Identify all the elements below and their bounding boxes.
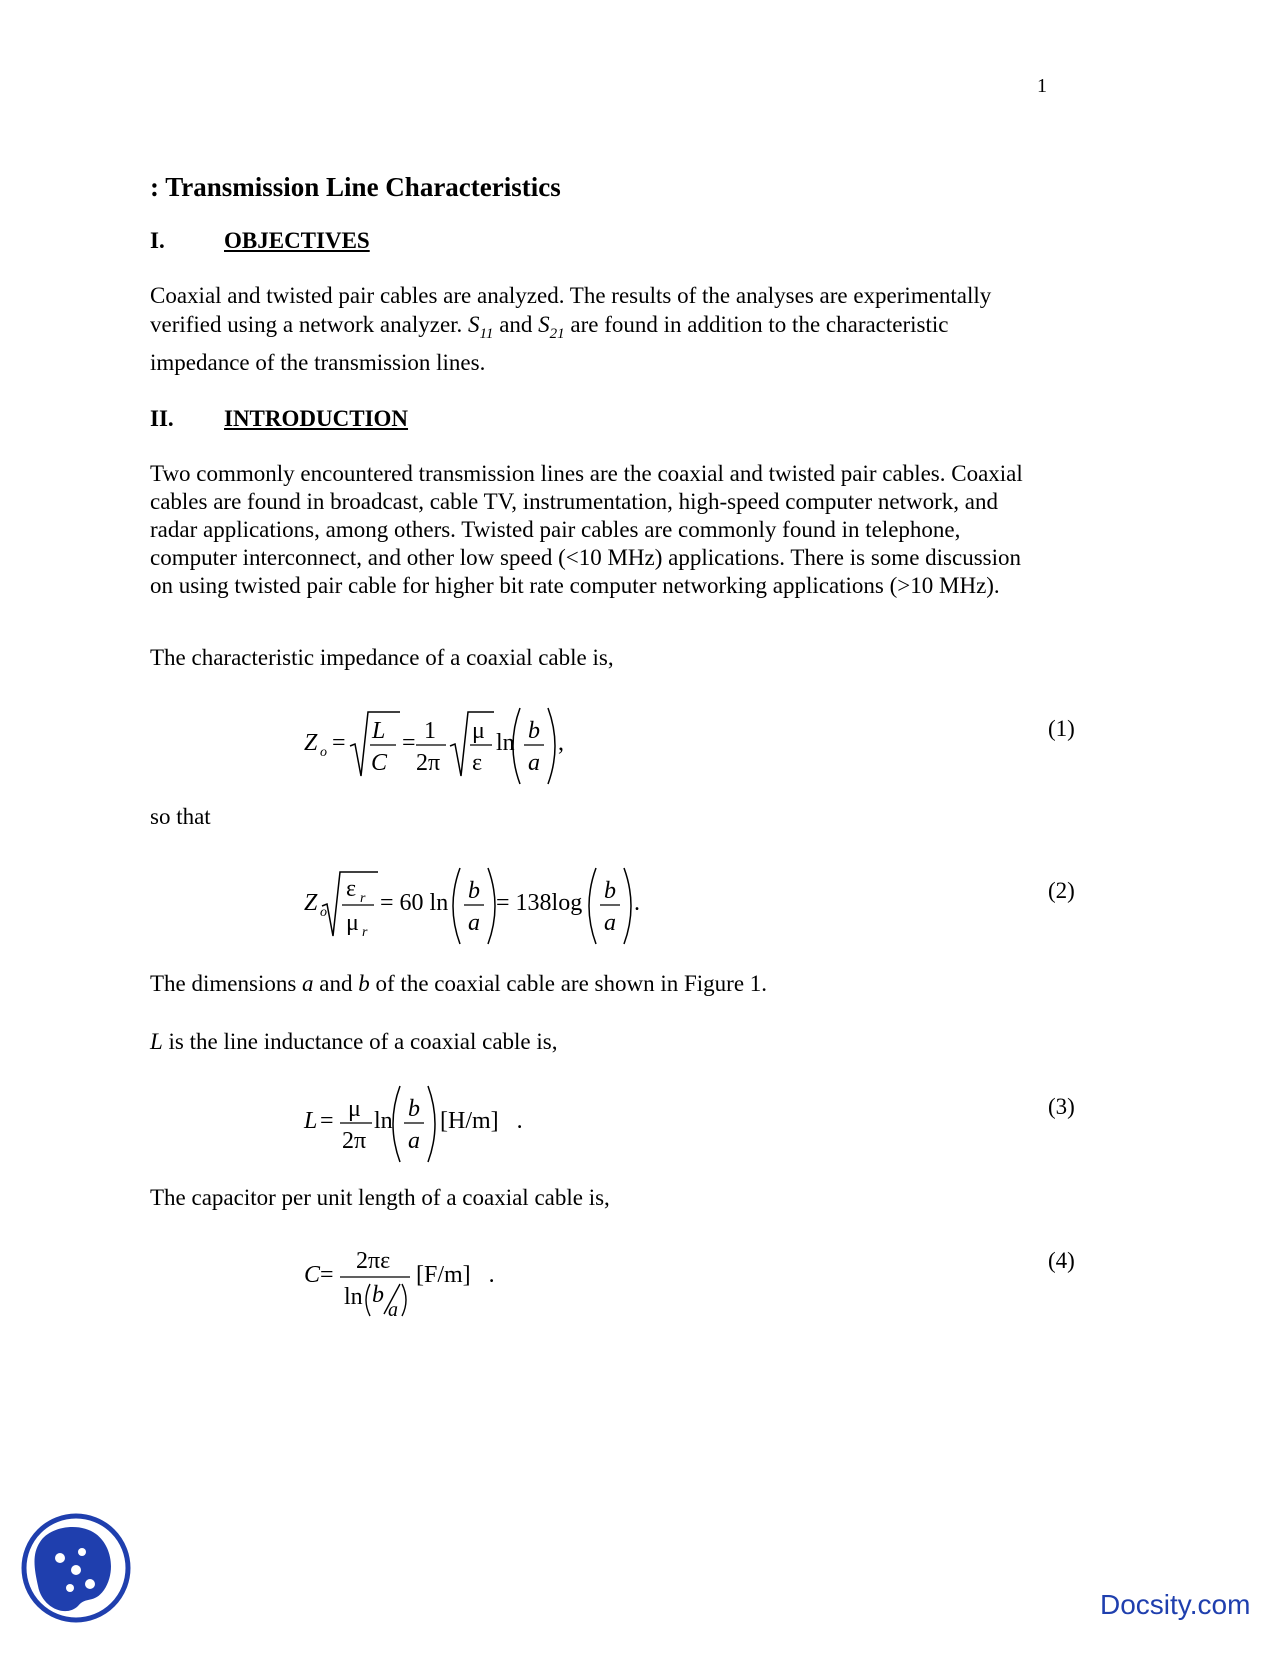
eq-symbol: μ xyxy=(348,1096,361,1122)
right-paren xyxy=(488,868,495,944)
var-L: L xyxy=(150,1029,163,1054)
eq-symbol: 2π xyxy=(342,1128,367,1154)
inductance-text-part: is the line inductance of a coaxial cable is, xyxy=(162,1029,558,1054)
introduction-line: Two commonly encountered transmission lines are the coaxial and twisted pair cables. Coaxial xyxy=(150,461,1023,486)
eq-symbol: 2π xyxy=(416,750,441,776)
s21-symbol: S xyxy=(538,312,550,337)
right-paren xyxy=(428,1086,435,1162)
section-number: I. xyxy=(150,228,165,253)
introduction-line: cables are found in broadcast, cable TV, instrumentation, high-speed computer network, and xyxy=(150,489,998,514)
equation-number: (3) xyxy=(1048,1094,1075,1119)
s11-subscript: 11 xyxy=(479,326,494,342)
eq-symbol: ε xyxy=(346,876,357,902)
introduction-line: radar applications, among others. Twisted pair cables are commonly found in telephone, xyxy=(150,517,961,542)
eq-punctuation: . xyxy=(634,890,640,916)
eq-symbol: b xyxy=(604,878,616,904)
so-that-text: so that xyxy=(150,804,211,829)
section-title: INTRODUCTION xyxy=(224,406,409,431)
eq-symbol: b xyxy=(372,1282,384,1308)
eq-symbol: C xyxy=(304,1262,321,1288)
eq-operator: = xyxy=(332,730,346,756)
document-title: : Transmission Line Characteristics xyxy=(150,172,561,202)
s11-symbol: S xyxy=(468,312,480,337)
objectives-line-1: Coaxial and twisted pair cables are analyzed. The results of the analyses are experimentally xyxy=(150,283,992,308)
section-title: OBJECTIVES xyxy=(224,228,370,253)
left-paren xyxy=(453,868,460,944)
eq-symbol: μ xyxy=(472,718,485,744)
equation-2 xyxy=(300,860,660,953)
char-impedance-text: The characteristic impedance of a coaxial cable is, xyxy=(150,645,614,670)
s21-subscript: 21 xyxy=(549,326,565,342)
right-paren xyxy=(402,1284,406,1316)
eq-subscript: o xyxy=(320,905,327,920)
section-heading-objectives xyxy=(150,228,370,254)
eq-symbol: L xyxy=(372,718,386,744)
eq-subscript: r xyxy=(360,891,366,906)
eq-symbol: a xyxy=(528,750,540,776)
objectives-text: are found in addition to the characteristic xyxy=(564,312,949,337)
eq-subscript: o xyxy=(320,745,327,760)
section-number: II. xyxy=(150,406,174,431)
right-paren xyxy=(548,708,555,784)
equation-3 xyxy=(300,1078,560,1171)
eq-expression: = 138log xyxy=(496,890,583,916)
eq-symbol: a xyxy=(468,910,480,936)
left-paren xyxy=(366,1284,370,1316)
objectives-paragraph xyxy=(150,282,1080,377)
left-paren xyxy=(393,1086,400,1162)
dimensions-text xyxy=(150,970,1080,998)
inductance-text xyxy=(150,1028,1080,1056)
docsity-logo-icon xyxy=(20,1512,132,1624)
dimensions-text-part: and xyxy=(313,971,359,996)
eq-number-literal: 1 xyxy=(424,718,436,744)
eq-function: ln xyxy=(496,730,515,756)
objectives-line-3: impedance of the transmission lines. xyxy=(150,350,486,375)
eq-function: ln xyxy=(344,1284,363,1310)
eq-operator: = xyxy=(402,730,416,756)
brand-watermark[interactable]: Docsity.com xyxy=(1100,1589,1251,1620)
introduction-line: on using twisted pair cable for higher bit rate computer networking applications (>10 MHz). xyxy=(150,573,1000,598)
eq-symbol: b xyxy=(468,878,480,904)
objectives-line-2 xyxy=(150,310,1080,349)
introduction-paragraph xyxy=(150,460,1080,600)
eq-symbol: C xyxy=(371,750,388,776)
eq-operator: = xyxy=(320,1262,334,1288)
equation-4 xyxy=(300,1232,540,1329)
eq-symbol: Z xyxy=(304,730,318,756)
unit-farad-per-meter: [F/m] . xyxy=(416,1262,495,1288)
equation-1 xyxy=(300,700,600,793)
section-heading-introduction xyxy=(150,406,408,432)
eq-expression: = 60 ln xyxy=(380,890,449,916)
eq-punctuation: , xyxy=(558,730,564,756)
eq-symbol: a xyxy=(408,1128,420,1154)
eq-operator: = xyxy=(320,1108,334,1134)
eq-function: ln xyxy=(374,1108,393,1134)
eq-symbol: μ xyxy=(346,910,359,936)
eq-symbol: a xyxy=(604,910,616,936)
equation-number: (4) xyxy=(1048,1248,1075,1273)
eq-symbol: a xyxy=(388,1299,398,1321)
dimensions-text-part: The dimensions xyxy=(150,971,303,996)
introduction-line: computer interconnect, and other low speed (<10 MHz) applications. There is some discussion xyxy=(150,545,1021,570)
equation-number: (1) xyxy=(1048,716,1075,741)
capacitance-text: The capacitor per unit length of a coaxial cable is, xyxy=(150,1185,610,1210)
objectives-text: and xyxy=(493,312,539,337)
eq-symbol: 2πε xyxy=(356,1248,391,1274)
eq-symbol: L xyxy=(304,1108,318,1134)
left-paren xyxy=(589,868,596,944)
unit-henry-per-meter: [H/m] . xyxy=(440,1108,523,1134)
eq-subscript: r xyxy=(362,925,368,940)
var-a: a xyxy=(302,971,314,996)
eq-symbol: ε xyxy=(472,750,483,776)
eq-symbol: b xyxy=(408,1096,420,1122)
objectives-text: verified using a network analyzer. xyxy=(150,312,469,337)
eq-symbol: Z xyxy=(304,890,318,916)
right-paren xyxy=(624,868,631,944)
page-number: 1 xyxy=(1037,75,1047,97)
equation-number: (2) xyxy=(1048,878,1075,903)
var-b: b xyxy=(358,971,370,996)
dimensions-text-part: of the coaxial cable are shown in Figure 1. xyxy=(369,971,768,996)
eq-symbol: b xyxy=(528,718,540,744)
